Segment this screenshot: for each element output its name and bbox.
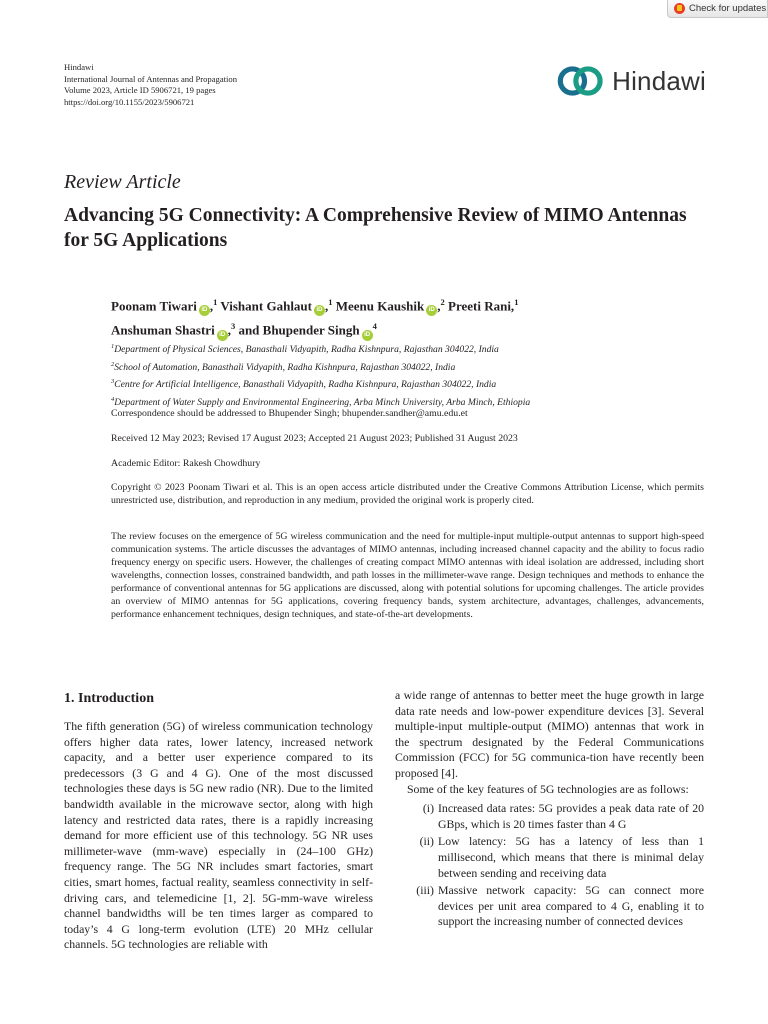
author-name: Vishant Gahlaut bbox=[220, 298, 312, 314]
list-item bbox=[395, 801, 704, 832]
hindawi-logo-mark-icon bbox=[556, 63, 606, 99]
right-column bbox=[395, 688, 704, 932]
author-affiliation-mark: 1 bbox=[328, 297, 333, 307]
journal-name: International Journal of Antennas and Propagation bbox=[64, 73, 238, 84]
check-for-updates-button[interactable] bbox=[667, 0, 768, 18]
volume-line: Volume 2023, Article ID 5906721, 19 pages bbox=[64, 85, 216, 95]
body-paragraph: a wide range of antennas to better meet the huge growth in large data rate needs and low-power expenditure devices [3]. Several multiple-input multiple-output (MIMO) antennas that work in the spectrum designated by the Federal Communications Commission (FCC) for 5G communica-tion have recently been proposed [4]. bbox=[395, 688, 704, 780]
author-name: and Bhupender Singh bbox=[238, 322, 360, 338]
list-item-number: (i) bbox=[422, 801, 434, 816]
article-type: Review Article bbox=[64, 171, 181, 193]
author-affiliation-mark: 2 bbox=[440, 297, 445, 307]
doi-link[interactable]: https://doi.org/10.1155/2023/5906721 bbox=[64, 96, 195, 107]
author-name: Meenu Kaushik bbox=[335, 298, 425, 314]
body-paragraph: Some of the key features of 5G technologies are as follows: bbox=[407, 781, 689, 796]
list-item-text: Increased data rates: 5G provides a peak data rate of 20 GBps, which is 20 times faster than 4 G bbox=[438, 801, 704, 831]
author-affiliation-mark: 4 bbox=[372, 321, 377, 332]
article-title: Advancing 5G Connectivity: A Comprehensive Review of MIMO Antennas for 5G Applications bbox=[64, 205, 687, 251]
publication-dates: Received 12 May 2023; Revised 17 August 2023; Accepted 21 August 2023; Published 31 August 2023 bbox=[111, 433, 518, 444]
affiliation-number: 4 bbox=[111, 396, 115, 404]
list-item-number: (iii) bbox=[416, 883, 434, 898]
affiliation-number: 1 bbox=[111, 343, 115, 350]
feature-list bbox=[395, 801, 704, 930]
abstract: The review focuses on the emergence of 5G wireless communication and the need for multiple-input multiple-output antennas to support high-speed communication systems. The article discusses the advantages of MIMO antennas, including increased channel capacity and the ability to focus radio frequency energy on specific users. However, the challenges of creating compact MIMO antennas with ideal isolation are addressed, including short wavelengths, connection losses, constrained bandwidth, and path losses in the millimeter-wave range. Design techniques and methods to enhance the performance of conventional antennas for 5G applications are discussed, along with potential solutions for upcoming challenges. The article provides an overview of MIMO antennas for 5G applications, covering frequency bands, system architecture, advantages, challenges, advancements, performance enhancement techniques, design techniques, and state-of-the-art developments. bbox=[111, 531, 704, 620]
affiliation-number: 3 bbox=[111, 378, 115, 386]
publisher-name: Hindawi bbox=[64, 62, 94, 72]
section-heading: 1. Introduction bbox=[64, 691, 154, 706]
list-item-number: (ii) bbox=[419, 834, 434, 849]
hindawi-logo-text: Hindawi bbox=[612, 65, 706, 96]
list-item bbox=[395, 883, 704, 930]
author-affiliation-mark: 3 bbox=[230, 321, 236, 332]
author-affiliation-mark: 1 bbox=[514, 297, 519, 307]
academic-editor: Academic Editor: Rakesh Chowdhury bbox=[111, 458, 261, 469]
author-list: Poonam Tiwari iD ,$^1$ Vishant Gahlaut iD ,$^1$ Meenu Kaushik iD ,$^2$ Preeti Rani,$^1$ Anshuman Shastri iD ,$^3$ and Bhupender Singh $iD^4$ bbox=[111, 292, 671, 341]
crossmark-icon bbox=[674, 3, 685, 14]
copyright-notice: Copyright © 2023 Poonam Tiwari et al. This is an open access article distributed under the Creative Commons Attribution License, which permits unrestricted use, distribution, and reproduction in any medium, provided the original work is properly cited. bbox=[111, 482, 704, 506]
orcid-icon[interactable]: iD bbox=[199, 305, 210, 316]
list-item-text: Massive network capacity: 5G can connect more devices per unit area compared to 4 G, enabling it to support the increasing number of connected devices bbox=[438, 883, 704, 929]
author-name: Anshuman Shastri bbox=[111, 322, 215, 338]
orcid-icon[interactable]: iD bbox=[314, 305, 325, 316]
list-item bbox=[395, 834, 704, 881]
affiliation-text: School of Automation, Banasthali Vidyapith, Radha Kishnpura, Rajasthan 304022, India bbox=[114, 361, 456, 373]
affiliation-text: Centre for Artificial Intelligence, Banasthali Vidyapith, Radha Kishnpura, Rajasthan 304022, India bbox=[114, 379, 497, 391]
affiliations bbox=[111, 340, 671, 411]
list-item-text: Low latency: 5G has a latency of less than 1 millisecond, which means that there is minimal delay between sending and receiving data bbox=[438, 834, 704, 880]
orcid-icon[interactable]: iD bbox=[362, 330, 373, 341]
affiliation-text: Department of Water Supply and Environmental Engineering, Arba Minch University, Arba Minch, Ethiopia bbox=[114, 397, 531, 409]
affiliation-text: Department of Physical Sciences, Banasthali Vidyapith, Radha Kishnpura, Rajasthan 304022, India bbox=[114, 344, 499, 356]
author-affiliation-mark: 1 bbox=[213, 297, 218, 307]
journal-info bbox=[64, 62, 237, 108]
affiliation-number: 2 bbox=[111, 360, 115, 368]
check-for-updates-label: Check for updates bbox=[689, 3, 767, 14]
orcid-icon[interactable]: iD bbox=[217, 330, 228, 341]
author-name: Preeti Rani, bbox=[448, 298, 515, 314]
correspondence: Correspondence should be addressed to Bhupender Singh; bhupender.sandher@amu.edu.et bbox=[111, 408, 468, 419]
orcid-icon[interactable]: iD bbox=[426, 305, 437, 316]
hindawi-logo bbox=[556, 63, 706, 99]
left-column bbox=[64, 690, 373, 953]
author-name: Poonam Tiwari bbox=[111, 298, 197, 314]
affiliation-item bbox=[111, 375, 671, 393]
body-paragraph: The fifth generation (5G) of wireless communication technology offers higher data rates, lower latency, increased network capacity, and a better user experience compared to its predecessors (3 G and 4 G). One of the most discussed technologies these days is 5G new radio (NR). Due to the limited bandwidth available in the microwave sector, along with high latency and restricted data rates, there is a rapidly increasing demand for more efficient use of this technology. 5G NR uses millimeter-wave (mm-wave) especially in (24–100 GHz) frequency range. The 5G NR includes smart factories, smart cities, smart homes, factual reality, seamless connectivity in self-driving cars, and telemedicine [1, 2]. 5G-mm-wave wireless channel bandwidths will be ten times larger as compared to today’s 4 G long-term evolution (LTE) 20 MHz cellular channels. 5G technologies are reliable with bbox=[64, 719, 373, 952]
affiliation-item bbox=[111, 340, 671, 358]
affiliation-item bbox=[111, 358, 671, 376]
